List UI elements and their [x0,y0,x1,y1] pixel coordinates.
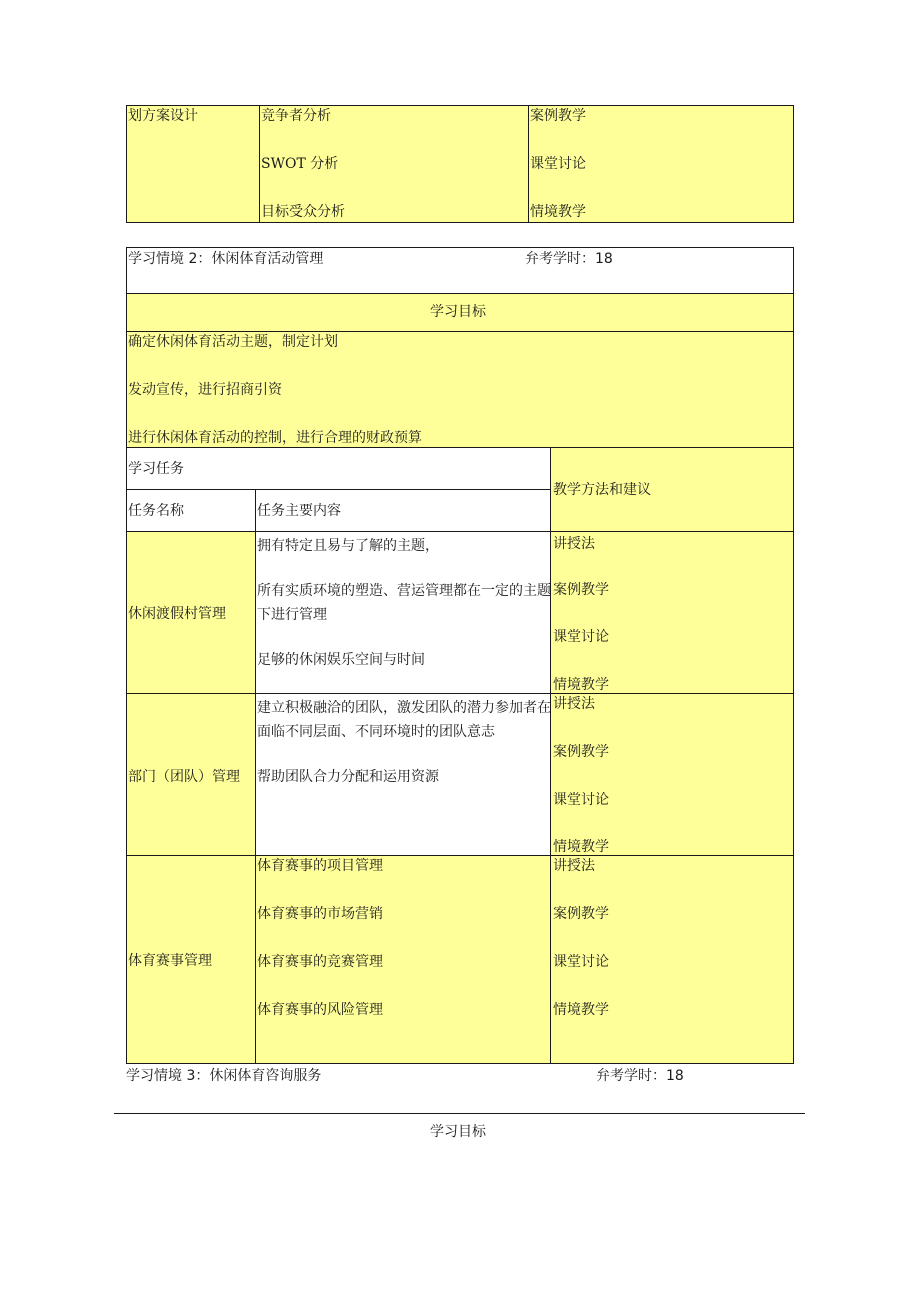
goal-item: 确定休闲体育活动主题，制定计划 [128,334,338,350]
method-header: 教学方法和建议 [553,482,651,498]
table1-border-left [126,105,127,223]
task-content-item: 体育赛事的市场营销 [257,906,383,922]
task-name: 体育赛事管理 [128,953,212,969]
table2-line [126,293,794,294]
goal-item: 发动宣传，进行招商引资 [128,382,282,398]
table1-border-bottom [126,222,794,223]
task-content-item: 体育赛事的竞赛管理 [257,954,383,970]
table1-col1-text: 划方案设计 [128,108,198,124]
method-item: 讲授法 [553,536,595,552]
situation2-hours: 弁考学时：18 [525,251,613,267]
table2-divider-name [255,489,256,1064]
goal-item: 进行休闲体育活动的控制，进行合理的财政预算 [128,430,422,446]
task-header: 学习任务 [128,461,184,477]
situation3-goals-header: 学习目标 [430,1124,486,1140]
task-name: 休闲渡假村管理 [128,606,226,622]
table1-col2-item: 目标受众分析 [261,204,345,220]
table2-line [126,489,550,490]
method-item: 课堂讨论 [553,629,609,645]
task-content-item: 所有实质环境的塑造、营运管理都在一定的主题下进行管理 [257,583,551,623]
table1-border-right [793,105,794,223]
table2-border-left [126,247,127,1064]
table2-border-bottom [126,1063,794,1064]
table1-col2-item: SWOT 分析 [261,156,339,172]
method-item: 情境教学 [553,839,609,855]
table1-divider-2 [528,105,529,223]
method-item: 讲授法 [553,858,595,874]
table2-line [126,331,794,332]
situation3-divider [114,1113,805,1114]
situation2-title: 学习情境 2：休闲体育活动管理 [128,251,324,267]
table2-border-top [126,247,794,248]
method-item: 课堂讨论 [553,954,609,970]
method-item: 讲授法 [553,696,595,712]
task-name-header: 任务名称 [128,503,184,519]
table1-col3-item: 情境教学 [530,204,586,220]
table1-divider-1 [259,105,260,223]
task-content-item: 足够的休闲娱乐空间与时间 [257,652,425,668]
task-content-item: 帮助团队合力分配和运用资源 [257,769,439,785]
table2-line [126,855,794,856]
method-item: 案例教学 [553,906,609,922]
task-content-header: 任务主要内容 [257,503,341,519]
table2-line [126,531,794,532]
method-item: 案例教学 [553,744,609,760]
task-content-item: 体育赛事的风险管理 [257,1002,383,1018]
table2-line [126,693,794,694]
method-item: 情境教学 [553,1002,609,1018]
goals-header: 学习目标 [430,304,486,320]
table1-col3-item: 课堂讨论 [530,156,586,172]
task-content-item: 拥有特定且易与了解的主题， [257,538,439,554]
situation3-hours: 弁考学时：18 [596,1068,684,1084]
table1-fill [126,105,794,223]
task-content-item: 体育赛事的项目管理 [257,858,383,874]
task-name: 部门（团队）管理 [128,769,240,785]
method-item: 案例教学 [553,582,609,598]
table2-divider-method [550,447,551,1064]
situation3-title: 学习情境 3：休闲体育咨询服务 [126,1068,322,1084]
task-content-item: 建立积极融洽的团队，激发团队的潜力参加者在面临不同层面、不同环境时的团队意志 [257,700,551,740]
table2-border-right [793,247,794,1064]
method-item: 情境教学 [553,677,609,693]
table1-border-top [126,105,794,106]
table2-line [126,447,794,448]
table1-col2-item: 竞争者分析 [261,108,331,124]
method-item: 课堂讨论 [553,792,609,808]
table1-col3-item: 案例教学 [530,108,586,124]
